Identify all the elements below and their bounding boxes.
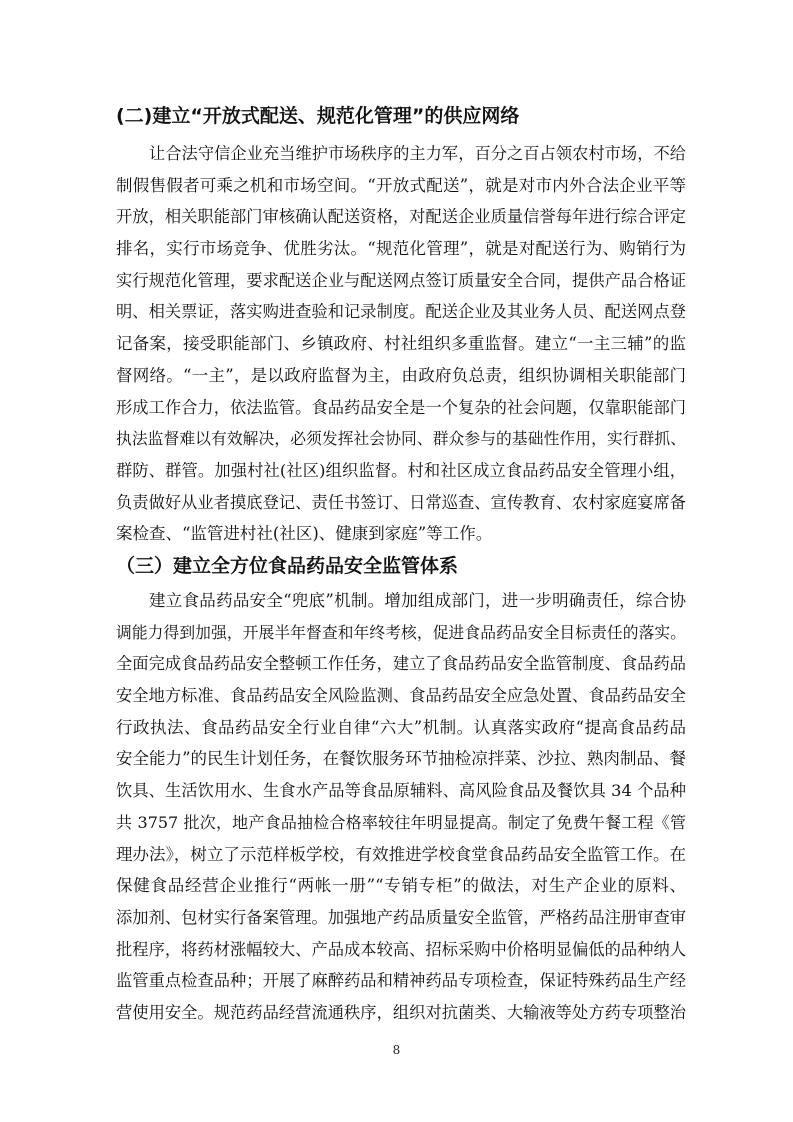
paragraph-line: 案检查、“监管进村社(社区)、健康到家庭”等工作。 (116, 524, 493, 544)
paragraph-line: 让合法守信企业充当维护市场秩序的主力军，百分之百占领农村市场，不给 (149, 144, 686, 163)
paragraph-line: 监管重点检查品种；开展了麻醉药品和精神药品专项检查，保证特殊药品生产经 (116, 971, 686, 991)
section-2-paragraph (116, 138, 686, 550)
paragraph-line: 明、相关票证，落实购进查验和记录制度。配送企业及其业务人员、配送网点登 (116, 302, 686, 322)
paragraph-line: 饮具、生活饮用水、生食水产品等食品原辅料、高风险食品及餐饮具 34 个品种 (116, 781, 686, 801)
paragraph-line: 执法监督难以有效解决，必须发挥社会协同、群众参与的基础性作用，实行群抓、 (116, 429, 686, 449)
paragraph-line: 安全能力”的民生计划任务，在餐饮服务环节抽检凉拌菜、沙拉、熟肉制品、餐 (116, 749, 686, 769)
paragraph-line: 营使用安全。规范药品经营流通秩序，组织对抗菌类、大输液等处方药专项整治 (116, 1002, 686, 1022)
paragraph-line: 保健食品经营企业推行“两帐一册”“专销专柜”的做法，对生产企业的原料、 (116, 876, 686, 896)
paragraph-line: 排名，实行市场竞争、优胜劣汰。“规范化管理”，就是对配送行为、购销行为 (116, 239, 686, 259)
paragraph-line: 督网络。“一主”，是以政府监督为主，由政府负总责，组织协调相关职能部门 (116, 365, 686, 385)
paragraph-line: 安全地方标准、食品药品安全风险监测、食品药品安全应急处置、食品药品安全 (116, 686, 686, 706)
paragraph-line: 负责做好从业者摸底登记、责任书签订、日常巡查、宣传教育、农村家庭宴席备 (116, 492, 686, 512)
section-heading-2: (二)建立“开放式配送、规范化管理”的供应网络 (116, 105, 520, 127)
paragraph-line: 记备案，接受职能部门、乡镇政府、村社组织多重监督。建立“一主三辅”的监 (116, 334, 686, 354)
paragraph-line: 形成工作合力，依法监管。食品药品安全是一个复杂的社会问题，仅靠职能部门 (116, 397, 686, 417)
paragraph-line: 理办法》，树立了示范样板学校，有效推进学校食堂食品药品安全监管工作。在 (116, 844, 686, 864)
page-number: 8 (392, 1043, 401, 1057)
paragraph-line: 行政执法、食品药品安全行业自律“六大”机制。认真落实政府“提高食品药品 (116, 717, 686, 737)
paragraph-line: 建立食品药品安全“兜底”机制。增加组成部门，进一步明确责任，综合协 (149, 591, 686, 610)
paragraph-line: 实行规范化管理，要求配送企业与配送网点签订质量安全合同，提供产品合格证 (116, 270, 686, 290)
paragraph-line: 共 3757 批次，地产食品抽检合格率较往年明显提高。制定了免费午餐工程《管 (116, 812, 686, 832)
paragraph-line: 调能力得到加强，开展半年督查和年终考核，促进食品药品安全目标责任的落实。 (116, 622, 686, 642)
section-3-paragraph (116, 585, 686, 1029)
paragraph-line: 添加剂、包材实行备案管理。加强地产药品质量安全监管，严格药品注册审查审 (116, 907, 686, 927)
section-heading-3: （三）建立全方位食品药品安全监管体系 (116, 555, 459, 577)
paragraph-line: 开放，相关职能部门审核确认配送资格，对配送企业质量信誉每年进行综合评定 (116, 207, 686, 227)
paragraph-line: 全面完成食品药品安全整顿工作任务，建立了食品药品安全监管制度、食品药品 (116, 654, 686, 674)
paragraph-line: 制假售假者可乘之机和市场空间。“开放式配送”，就是对市内外合法企业平等 (116, 175, 686, 195)
paragraph-line: 群防、群管。加强村社(社区)组织监督。村和社区成立食品药品安全管理小组， (116, 460, 686, 480)
paragraph-line: 批程序，将药材涨幅较大、产品成本较高、招标采购中价格明显偏低的品种纳人 (116, 939, 686, 959)
